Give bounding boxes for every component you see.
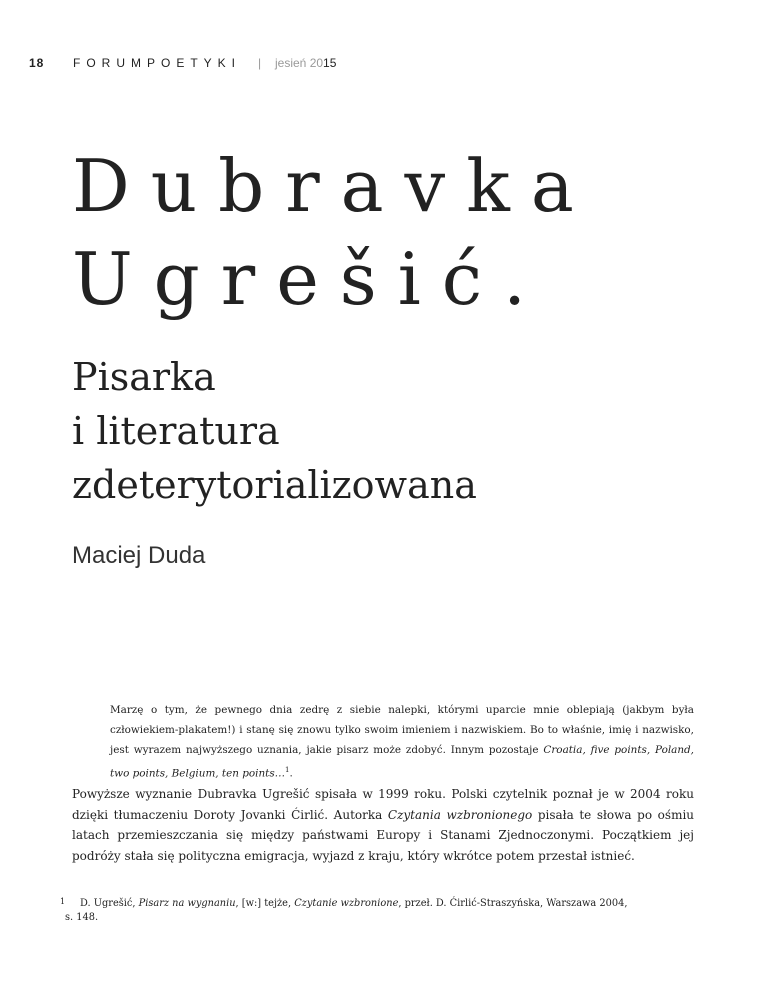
article-subtitle <box>72 350 477 512</box>
footnote-title-1: Pisarz na wygnaniu <box>138 898 236 909</box>
paragraph-text-2: pisała te słowa po ośmiu latach przemieszczania się między państwami Europy i Stanami Zjednoczonymi. Początkiem jej podróży stała się polityczna emigracja, wyjazd z kraju, który wkrótce potem przestał istnieć. <box>72 807 695 863</box>
footnote-publication: , przeł. D. Ćirlić-Straszyńska, Warszawa 2004, <box>398 898 628 909</box>
footnote-page: s. 148. <box>65 912 99 923</box>
footnote-title-2: Czytanie wzbronione <box>294 898 399 909</box>
subtitle-line-3: zdeterytorializowana <box>72 463 477 507</box>
subtitle-line-1: Pisarka <box>72 355 216 399</box>
body-paragraph <box>72 784 694 866</box>
footnote <box>60 897 700 925</box>
season-label: jesień 20 <box>275 56 324 70</box>
epigraph-text: Marzę o tym, że pewnego dnia zedrę z siebie nalepki, którymi uparcie mnie oblepiają (jakbym była człowiekiem-plakatem!) i stanę się znowu tylko swoim imieniem i nazwiskiem. Bo to właśnie, imię i nazwisko, jest wyrazem najwyższego uznania, jakie pisarz może zdobyć. Innym pozostaje <box>110 704 694 756</box>
footnote-author: D. Ugrešić, <box>80 898 139 909</box>
footnote-mark: 1 <box>60 897 66 906</box>
paragraph-text-1: Powyższe wyznanie Dubravka Ugrešić spisała w 1999 roku. Polski czytelnik poznał je w 2004 roku dzięki tłumaczeniu Doroty Jovanki Ćirlić. Autorka <box>72 787 694 822</box>
footnote-line-1 <box>80 897 700 911</box>
issue-season <box>275 56 336 70</box>
title-line-2: Ugrešić. <box>72 237 547 321</box>
paragraph-italic-title: Czytania wzbronionego <box>387 807 533 822</box>
running-header <box>29 56 768 76</box>
footnote-in: , [w:] tejże, <box>235 898 295 909</box>
epigraph <box>110 700 694 783</box>
epigraph-end: . <box>289 767 293 780</box>
header-separator: | <box>258 56 262 70</box>
author-name: Maciej Duda <box>72 542 206 569</box>
article-title <box>72 140 595 326</box>
epigraph-italic: Croatia, five points, Poland, two points, Belgium, ten points… <box>110 744 694 780</box>
journal-name: FORUMPOETYKI <box>73 56 242 70</box>
footnote-reference[interactable]: 1 <box>285 766 290 774</box>
page-number: 18 <box>29 56 45 70</box>
title-line-1: Dubravka <box>72 144 595 228</box>
season-year: 15 <box>323 56 337 70</box>
subtitle-line-2: i literatura <box>72 409 280 453</box>
